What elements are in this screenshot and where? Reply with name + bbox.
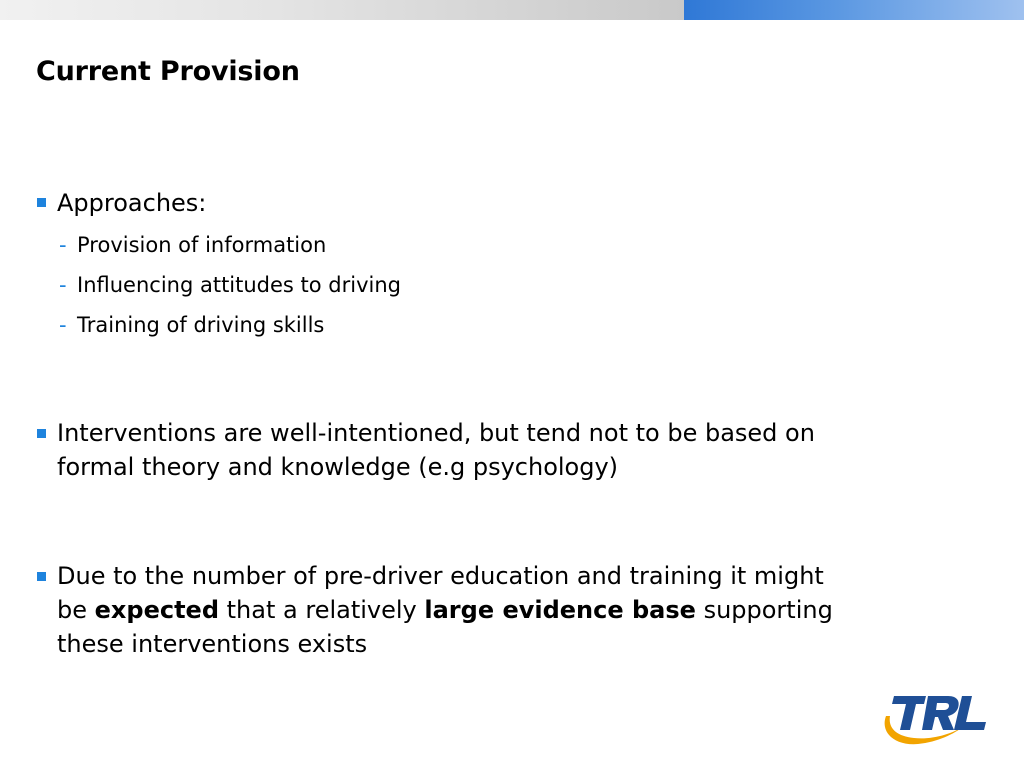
text-run: supporting <box>695 596 833 624</box>
text-run: that a relatively <box>219 596 425 624</box>
bullet-text-line: these interventions exists <box>57 630 368 658</box>
slide-title: Current Provision <box>36 56 300 87</box>
trl-logo <box>880 690 992 750</box>
top-bar-blue-segment <box>684 0 1024 20</box>
sub-dash: - <box>59 313 67 337</box>
sub-item-text: Provision of information <box>77 233 327 257</box>
sub-item <box>59 271 401 299</box>
sub-dash: - <box>59 273 67 297</box>
sub-item <box>59 231 326 259</box>
bullet-marker <box>37 198 46 207</box>
bullet-text: Approaches: <box>57 189 207 217</box>
logo-letter-r <box>922 696 959 730</box>
bullet-text-line: Due to the number of pre-driver education and training it might <box>57 562 824 590</box>
logo-letter-l <box>954 696 986 730</box>
emphasis-large-evidence-base: large evidence base <box>424 596 696 624</box>
text-run: be <box>57 596 95 624</box>
bullet-text-line: Interventions are well-intentioned, but tend not to be based on <box>57 419 815 447</box>
sub-item-text: Influencing attitudes to driving <box>77 273 402 297</box>
logo-letter-t <box>892 696 926 730</box>
bullet-text-line <box>57 593 833 627</box>
bullet-marker <box>37 572 46 581</box>
top-bar-grey-segment <box>0 0 684 20</box>
sub-item-text: Training of driving skills <box>77 313 325 337</box>
emphasis-expected: expected <box>94 596 220 624</box>
bullet-marker <box>37 429 46 438</box>
sub-item <box>59 311 324 339</box>
top-decorative-bar <box>0 0 1024 20</box>
bullet-text-line: formal theory and knowledge (e.g psychology) <box>57 453 619 481</box>
sub-dash: - <box>59 233 67 257</box>
